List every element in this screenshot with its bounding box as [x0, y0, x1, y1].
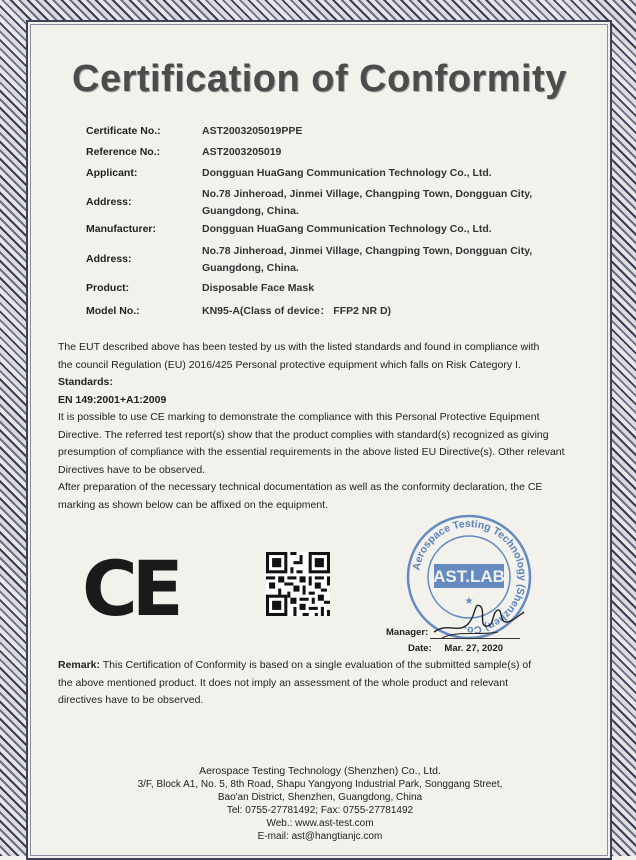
remark-paragraph: [58, 657, 578, 710]
remark-line: This Certification of Conformity is based on a single evaluation of the submitted sample(s) of: [100, 659, 532, 671]
standard-value: EN 149:2001+A1:2009: [58, 393, 167, 406]
field-value-line2: Guangdong, China.: [202, 205, 299, 217]
field-label: Manufacturer:: [86, 223, 157, 235]
ce-line: Directive. The referred test report(s) show that the product complies with standard(s) recognized as giving: [58, 428, 549, 441]
field-value: Disposable Face Mask: [202, 282, 315, 294]
footer-web: Web.: www.ast-test.com: [266, 818, 374, 829]
stamp-ring-text: Aerospace Testing Technology (Shenzhen) Co.: [410, 517, 529, 637]
footer-phone: Tel: 0755-27781492; Fax: 0755-27781492: [226, 805, 414, 816]
field-value: No.78 Jinheroad, Jinmei Village, Changping Town, Dongguan City,: [202, 245, 533, 257]
standards-heading: Standards:: [58, 376, 113, 388]
date-value: Mar. 27, 2020: [444, 643, 504, 654]
field-label: Certificate No.:: [86, 125, 161, 137]
remark-line: directives have to be observed.: [58, 694, 204, 706]
remark-line: the above mentioned product. It does not imply an assessment of the whole product and relevant: [58, 676, 509, 689]
date-label: Date:: [408, 643, 432, 654]
ce-mark-logo: CE: [82, 544, 178, 633]
signature-line: [430, 638, 520, 639]
manager-label: Manager:: [386, 627, 429, 638]
footer: [100, 765, 540, 843]
field-value: KN95-A(Class of device： FFP2 NR D): [202, 305, 392, 317]
field-label: Address:: [86, 196, 132, 208]
signature-icon: [428, 592, 528, 642]
field-value: Dongguan HuaGang Communication Technology Co., Ltd.: [202, 167, 492, 179]
stamp-center-text: AST.LAB: [433, 567, 505, 586]
field-value: No.78 Jinheroad, Jinmei Village, Changping Town, Dongguan City,: [202, 188, 533, 200]
field-value: AST2003205019PPE: [202, 125, 303, 137]
ce-line: presumption of compliance with the essential requirements in the above listed EU Directive(s). Other relevant: [58, 446, 565, 458]
field-label: Product:: [86, 282, 130, 294]
field-value-line2: Guangdong, China.: [202, 262, 299, 274]
footer-company: Aerospace Testing Technology (Shenzhen) Co., Ltd.: [199, 765, 441, 777]
field-label: Address:: [86, 253, 132, 265]
ce-line: Directives have to be observed.: [58, 463, 206, 476]
ce-line: It is possible to use CE marking to demonstrate the compliance with this Personal Protective Equipment: [58, 411, 540, 423]
footer-email: E-mail: ast@hangtianjc.com: [257, 831, 383, 842]
field-value: AST2003205019: [202, 146, 282, 158]
eut-line: The EUT described above has been tested by us with the listed standards and found in compliance with: [58, 341, 540, 353]
field-label: Model No.:: [86, 305, 140, 317]
date-row: [408, 643, 503, 654]
eut-paragraph: [58, 339, 578, 514]
eut-line: the council Regulation (EU) 2016/425 Personal protective equipment which falls on Risk Category I.: [58, 358, 521, 371]
field-label: Reference No.:: [86, 146, 161, 158]
field-label: Applicant:: [86, 167, 138, 179]
after-line: marking as shown below can be affixed on the equipment.: [58, 498, 329, 511]
qr-code-icon: [266, 552, 330, 616]
svg-text:★: ★: [464, 596, 474, 607]
certificate-title: Certification of Conformity: [72, 58, 567, 100]
field-value: Dongguan HuaGang Communication Technology Co., Ltd.: [202, 223, 492, 235]
after-line: After preparation of the necessary technical documentation as well as the conformity declaration, the CE: [58, 481, 543, 493]
footer-address: Bao'an District, Shenzhen, Guangdong, China: [217, 792, 423, 803]
remark-label: Remark:: [58, 659, 101, 671]
footer-address: 3/F, Block A1, No. 5, 8th Road, Shapu Yangyong Industrial Park, Songgang Street,: [137, 779, 503, 790]
